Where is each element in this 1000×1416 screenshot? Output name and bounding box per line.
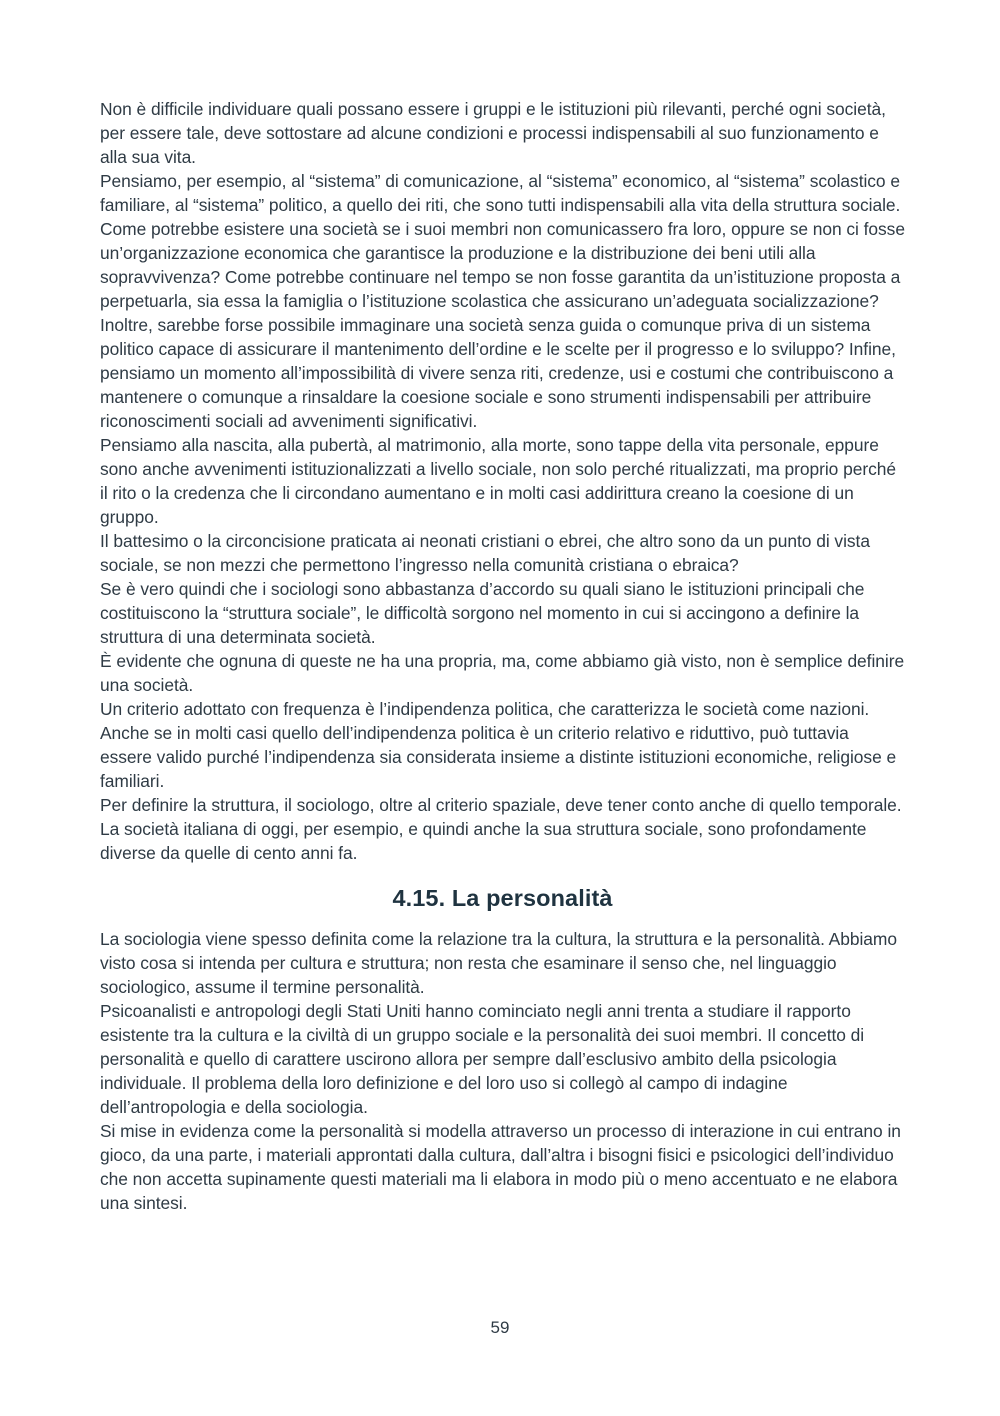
section-heading: 4.15. La personalità bbox=[392, 885, 613, 911]
body-paragraph: Pensiamo, per esempio, al “sistema” di comunicazione, al “sistema” economico, al “sistema” scolastico e familiare, al “sistema” politico, a quello dei riti, che sono tutti indispensabili alla vita della struttura sociale. bbox=[100, 171, 901, 215]
page-number: 59 bbox=[490, 1318, 510, 1337]
body-paragraph: Per definire la struttura, il sociologo, oltre al criterio spaziale, deve tener conto anche di quello temporale. La società italiana di oggi, per esempio, e quindi anche la sua struttura sociale, sono profondamente diverse da quelle di cento anni fa. bbox=[100, 795, 902, 863]
body-paragraph: Come potrebbe esistere una società se i suoi membri non comunicassero fra loro, oppure se non ci fosse un’organizzazione economica che garantisce la produzione e la distribuzione dei beni utili alla sopravvivenza? Come potrebbe continuare nel tempo se non fosse garantita da un’istituzione proposta a perpetuarla, sia essa la famiglia o l’istituzione scolastica che assicurano un’adeguata socializzazione? Inoltre, sarebbe forse possibile immaginare una società senza guida o comunque priva di un sistema politico capace di assicurare il mantenimento dell’ordine e le scelte per il progresso e lo sviluppo? Infine, pensiamo un momento all’impossibilità di vivere senza riti, credenze, usi e costumi che contribuiscono a mantenere o comunque a rinsaldare la coesione sociale e sono strumenti indispensabili per attribuire riconoscimenti sociali ad avvenimenti significativi. bbox=[100, 219, 905, 431]
body-paragraph: La sociologia viene spesso definita come la relazione tra la cultura, la struttura e la personalità. Abbiamo visto cosa si intenda per cultura e struttura; non resta che esaminare il senso che, nel linguaggio sociologico, assume il termine personalità. bbox=[100, 929, 897, 997]
body-paragraph: Si mise in evidenza come la personalità si modella attraverso un processo di interazione in cui entrano in gioco, da una parte, i materiali approntati dalla cultura, dall’altra i bisogni fisici e psicologici dell’individuo che non accetta supinamente questi materiali ma li elabora in modo più o meno accentuato e ne elabora una sintesi. bbox=[100, 1121, 901, 1213]
body-paragraph: Se è vero quindi che i sociologi sono abbastanza d’accordo su quali siano le istituzioni principali che costituiscono la “struttura sociale”, le difficoltà sorgono nel momento in cui si accingono a definire la struttura di una determinata società. bbox=[100, 579, 865, 647]
body-paragraph: Non è difficile individuare quali possano essere i gruppi e le istituzioni più rilevanti, perché ogni società, per essere tale, deve sottostare ad alcune condizioni e processi indispensabili al suo funzionamento e alla sua vita. bbox=[100, 99, 886, 167]
body-paragraph: Psicoanalisti e antropologi degli Stati Uniti hanno cominciato negli anni trenta a studiare il rapporto esistente tra la cultura e la civiltà di un gruppo sociale e la personalità dei suoi membri. Il concetto di personalità e quello di carattere uscirono allora per sempre dall’esclusivo ambito della psicologia individuale. Il problema della loro definizione e del loro uso si collegò al campo di indagine dell’antropologia e della sociologia. bbox=[100, 1001, 865, 1117]
body-paragraph: È evidente che ognuna di queste ne ha una propria, ma, come abbiamo già visto, non è semplice definire una società. bbox=[100, 651, 905, 695]
page-content bbox=[100, 97, 905, 1215]
body-paragraph: Pensiamo alla nascita, alla pubertà, al matrimonio, alla morte, sono tappe della vita personale, eppure sono anche avvenimenti istituzionalizzati a livello sociale, non solo perché ritualizzati, ma proprio perché il rito o la credenza che li circondano aumentano e in molti casi addirittura creano la coesione di un gruppo. bbox=[100, 435, 896, 527]
body-paragraph: Un criterio adottato con frequenza è l’indipendenza politica, che caratterizza le società come nazioni. Anche se in molti casi quello dell’indipendenza politica è un criterio relativo e riduttivo, può tuttavia essere valido purché l’indipendenza sia considerata insieme a distinte istituzioni economiche, religiose e familiari. bbox=[100, 699, 897, 791]
body-paragraph: Il battesimo o la circoncisione praticata ai neonati cristiani o ebrei, che altro sono da un punto di vista sociale, se non mezzi che permettono l’ingresso nella comunità cristiana o ebraica? bbox=[100, 531, 870, 575]
